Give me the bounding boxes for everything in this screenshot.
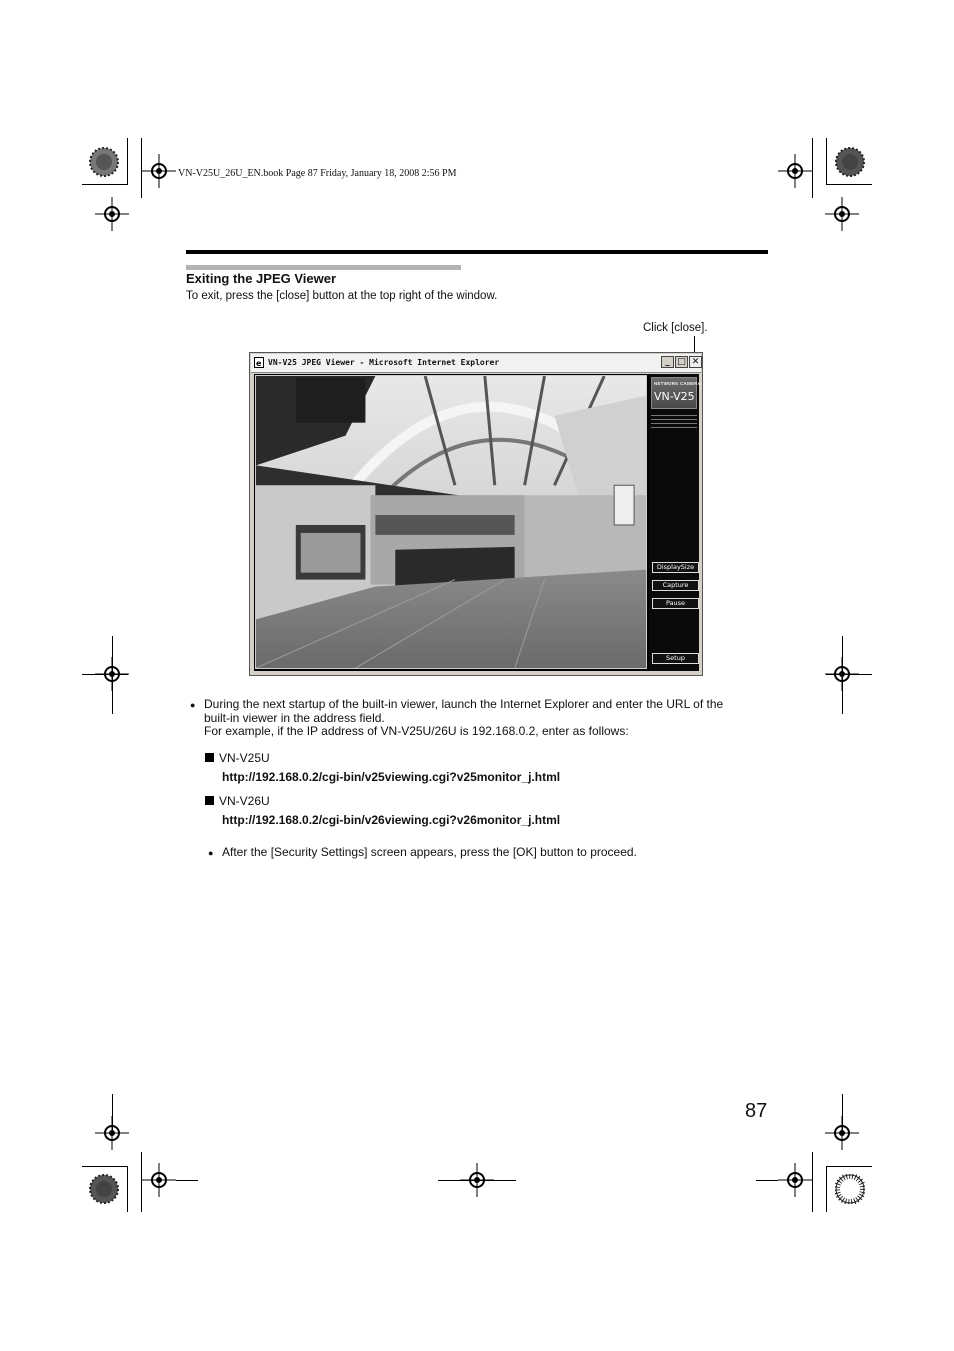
- color-target-icon: [89, 147, 119, 177]
- viewer-side-panel: [649, 374, 702, 671]
- print-header: VN-V25U_26U_EN.book Page 87 Friday, January 18, 2008 2:56 PM: [178, 168, 457, 179]
- url-v25u: http://192.168.0.2/cgi-bin/v25viewing.cgi?v25monitor_j.html: [222, 770, 561, 784]
- callout-label: Click [close].: [643, 322, 708, 334]
- brand-model: VN-V25: [654, 390, 695, 403]
- viewer-client-area: [254, 374, 702, 671]
- pause-button[interactable]: Pause: [652, 598, 699, 609]
- bullet1-line2: built-in viewer in the address field.: [204, 711, 385, 725]
- top-rule: [186, 250, 768, 254]
- square-bullet-icon: [205, 796, 214, 805]
- registration-mark-icon: [778, 1163, 812, 1197]
- square-bullet-icon: [205, 753, 214, 762]
- panel-divider-lines: [651, 412, 697, 430]
- svg-text:e: e: [256, 359, 262, 368]
- registration-mark-icon: [95, 197, 129, 231]
- registration-mark-icon: [825, 197, 859, 231]
- registration-mark-icon: [142, 154, 176, 188]
- model-name-v26u: VN-V26U: [219, 794, 270, 808]
- intro-text: To exit, press the [close] button at the top right of the window.: [186, 290, 498, 302]
- brand-logo: [651, 377, 702, 409]
- color-target-icon: [835, 1174, 865, 1204]
- bullet1-line3: For example, if the IP address of VN-V25U/26U is 192.168.0.2, enter as follows:: [204, 724, 629, 738]
- minimize-button[interactable]: _: [661, 356, 674, 368]
- brand-tagline: NETWORK CAMERA: [654, 381, 702, 386]
- registration-mark-icon: [142, 1163, 176, 1197]
- url-v26u: http://192.168.0.2/cgi-bin/v26viewing.cgi?v26monitor_j.html: [222, 813, 561, 827]
- section-title: Exiting the JPEG Viewer: [186, 271, 337, 286]
- display-size-button[interactable]: DisplaySize: [652, 562, 699, 573]
- camera-image: [255, 375, 647, 669]
- capture-button[interactable]: Capture: [652, 580, 699, 591]
- bullet2-text: After the [Security Settings] screen appears, press the [OK] button to proceed.: [222, 845, 637, 859]
- page-number: 87: [745, 1100, 768, 1122]
- model-name-v25u: VN-V25U: [219, 751, 270, 765]
- registration-mark-icon: [778, 154, 812, 188]
- setup-button[interactable]: Setup: [652, 653, 699, 664]
- bullet-dot-icon: ●: [190, 700, 196, 710]
- bullet1-line1: During the next startup of the built-in viewer, launch the Internet Explorer and enter the URL of the: [204, 697, 724, 711]
- window-title: VN-V25 JPEG Viewer - Microsoft Internet Explorer: [268, 358, 500, 367]
- viewer-window: [249, 352, 703, 676]
- ie-icon: [254, 357, 264, 368]
- window-titlebar: [251, 354, 701, 373]
- close-button[interactable]: ✕: [689, 356, 702, 368]
- color-target-icon: [89, 1174, 119, 1204]
- section-bar: [186, 265, 461, 270]
- maximize-button[interactable]: □: [675, 356, 688, 368]
- bullet-dot-icon: ●: [208, 848, 214, 858]
- color-target-icon: [835, 147, 865, 177]
